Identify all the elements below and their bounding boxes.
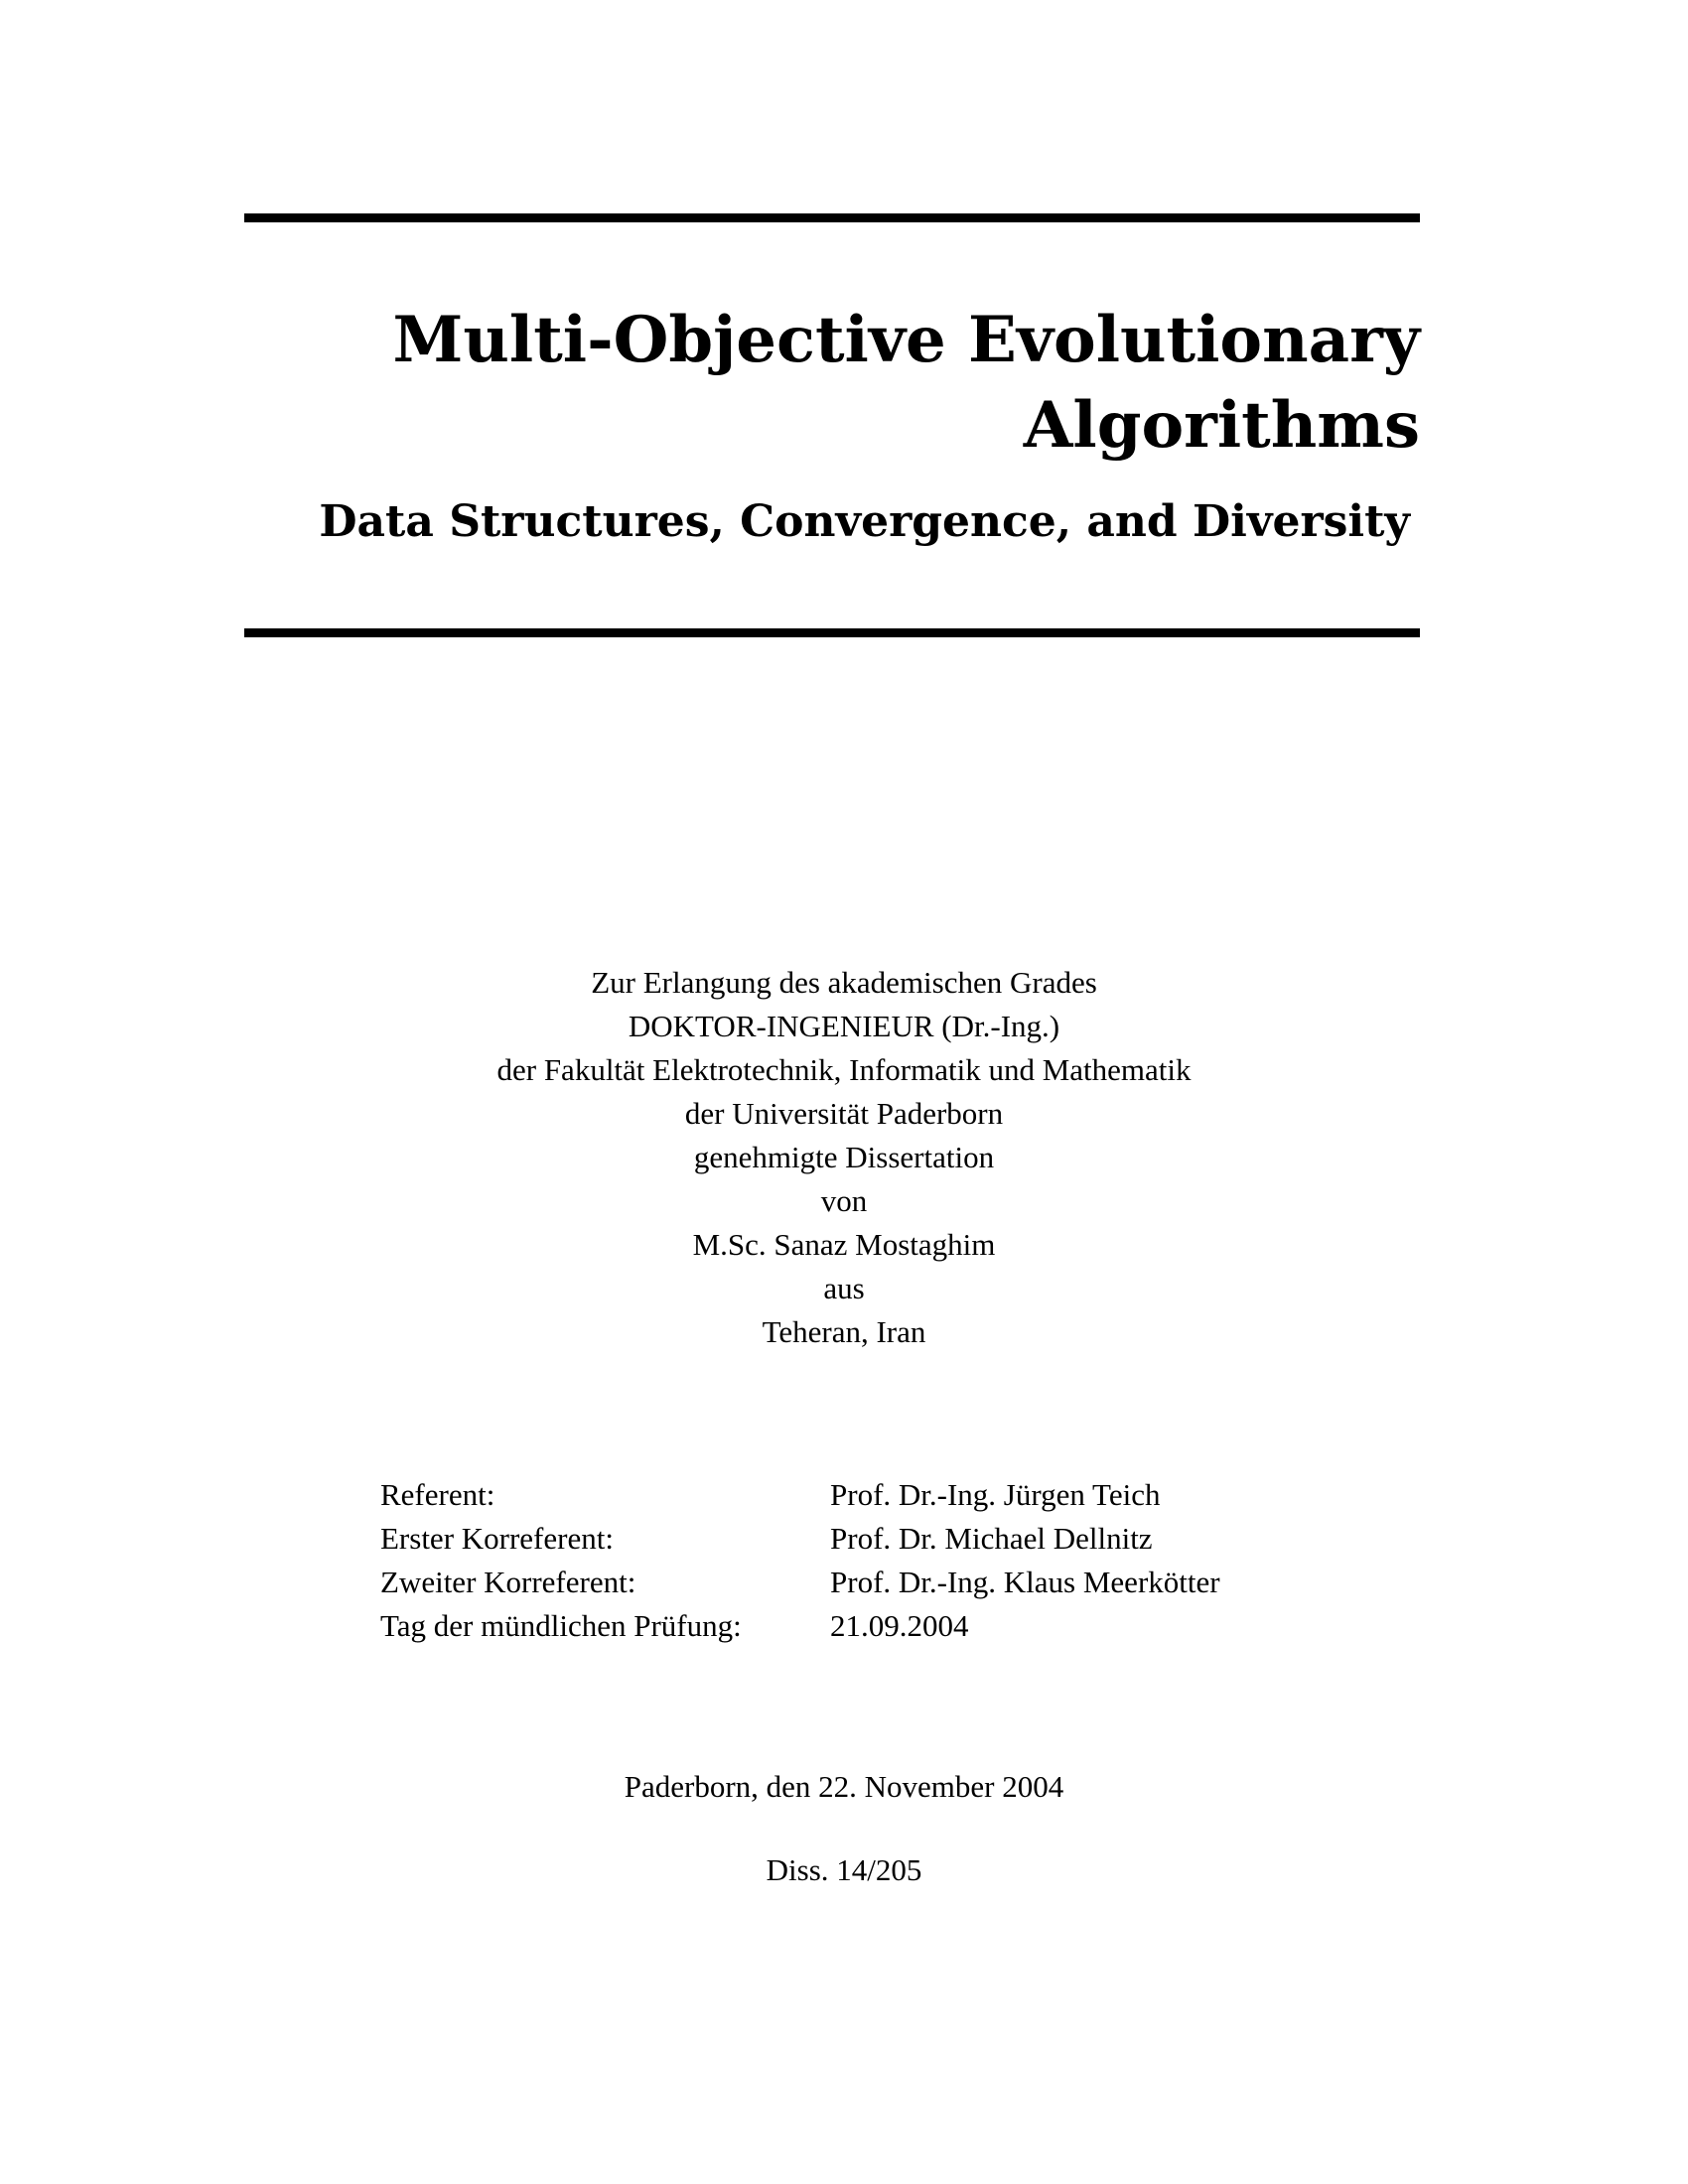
committee-name: Prof. Dr.-Ing. Klaus Meerkötter bbox=[830, 1565, 1220, 1599]
committee-role: Referent: bbox=[380, 1477, 495, 1512]
committee-name: Prof. Dr.-Ing. Jürgen Teich bbox=[830, 1477, 1161, 1512]
committee-row bbox=[380, 1517, 1220, 1561]
thesis-title bbox=[244, 298, 1420, 469]
committee-role: Tag der mündlichen Prüfung: bbox=[380, 1608, 742, 1643]
degree-line: von bbox=[820, 1183, 868, 1218]
top-rule bbox=[244, 213, 1420, 222]
place-and-date: Paderborn, den 22. November 2004 bbox=[624, 1769, 1064, 1804]
committee-name: Prof. Dr. Michael Dellnitz bbox=[830, 1521, 1153, 1556]
bottom-rule bbox=[244, 628, 1420, 637]
committee-row bbox=[380, 1561, 1220, 1604]
degree-line: der Fakultät Elektrotechnik, Informatik und Mathematik bbox=[496, 1052, 1192, 1087]
degree-line: DOKTOR-INGENIEUR (Dr.-Ing.) bbox=[628, 1009, 1060, 1043]
thesis-subtitle: Data Structures, Convergence, and Diversity bbox=[319, 496, 1410, 547]
degree-statement bbox=[0, 961, 1688, 1354]
committee-table bbox=[380, 1473, 1220, 1648]
dissertation-number: Diss. 14/205 bbox=[766, 1852, 922, 1887]
committee-role: Erster Korreferent: bbox=[380, 1521, 614, 1556]
title-line-1: Multi-Objective Evolutionary bbox=[392, 303, 1420, 377]
committee-name: 21.09.2004 bbox=[830, 1608, 969, 1643]
author-name: M.Sc. Sanaz Mostaghim bbox=[692, 1227, 996, 1262]
title-line-2: Algorithms bbox=[1023, 388, 1420, 463]
degree-line: genehmigte Dissertation bbox=[693, 1140, 995, 1174]
committee-role: Zweiter Korreferent: bbox=[380, 1565, 636, 1599]
degree-line: der Universität Paderborn bbox=[684, 1096, 1004, 1131]
degree-line: Zur Erlangung des akademischen Grades bbox=[591, 965, 1097, 1000]
committee-row bbox=[380, 1604, 1220, 1648]
degree-line: aus bbox=[823, 1271, 865, 1305]
committee-row bbox=[380, 1473, 1220, 1517]
author-origin: Teheran, Iran bbox=[762, 1314, 926, 1349]
